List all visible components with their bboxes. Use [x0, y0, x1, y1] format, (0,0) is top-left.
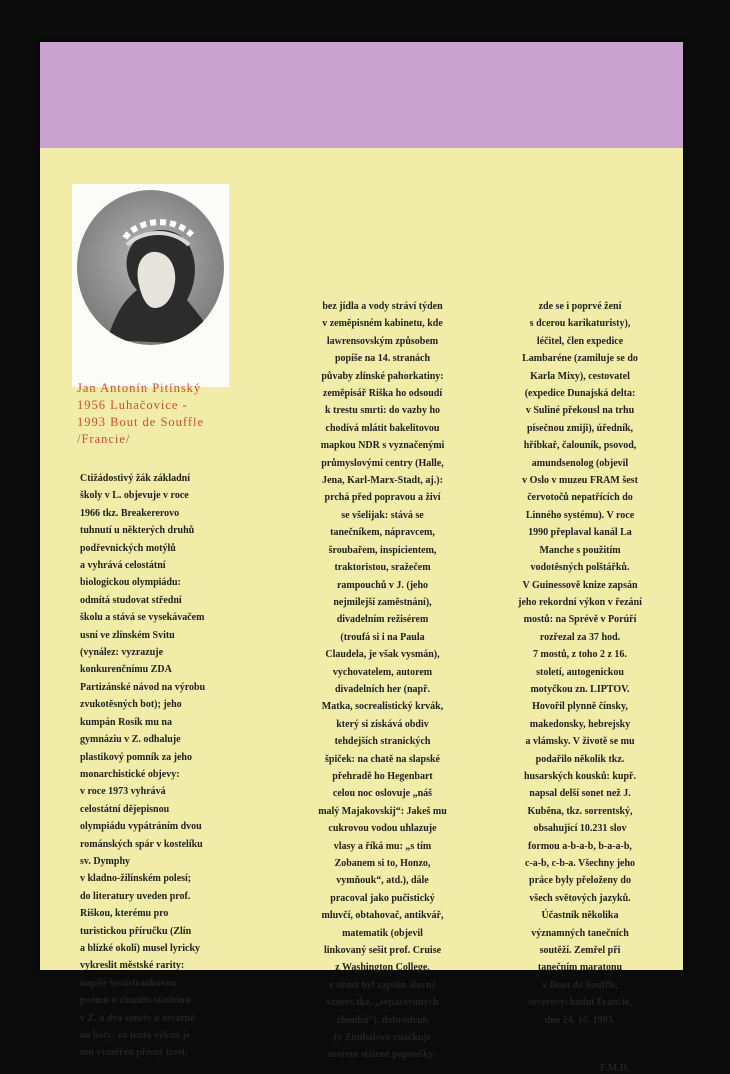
caption-line: Jan Antonín Pitínský [77, 381, 202, 395]
text-line: formou a-b-a-b, b-a-a-b, [528, 840, 632, 852]
text-line: linkovaný sešit prof. Cruise [323, 945, 442, 957]
text-line: zeměpisář Riška ho odsoudí [322, 388, 443, 400]
text-line: napsal delší sonet než J. [529, 788, 631, 800]
text-line: Matka, socrealistický krvák, [321, 701, 444, 713]
text-line: tanečním maratonu [537, 962, 623, 974]
text-line: románských spár v kostelíku [80, 838, 203, 850]
text-line: přehradě ho Hegenbart [332, 770, 433, 782]
text-line: divadelních her (např. [334, 683, 431, 695]
text-line: významných tanečních [531, 927, 629, 939]
text-line: tuhnutí u některých druhů [80, 525, 195, 537]
text-line: Riškou, kterému pro [80, 908, 169, 920]
text-line: motyčkou zn. LIPTOV. [530, 683, 630, 695]
text-line: Ctižádostivý žák základní [80, 473, 191, 484]
text-panel [40, 148, 683, 1074]
text-line: mluvčí, obtahovač, antikvář, [321, 910, 444, 922]
text-line: průmyslovými centry (Halle, [321, 457, 444, 469]
text-line: monarchistické objevy: [80, 768, 180, 780]
caption-line: 1993 Bout de Souffle [77, 415, 205, 429]
text-line: severovýchodní Francie, [528, 997, 632, 1009]
text-line: červotočů nepatřících do [527, 492, 633, 504]
text-line: c-a-b, c-b-a. Všechny jeho [524, 858, 636, 869]
text-line: k trestu smrti: do vazby ho [324, 405, 441, 417]
text-line: podřevnických motýlů [80, 542, 176, 554]
text-line: 1990 přeplaval kanál La [528, 527, 632, 539]
text-line: cukrovou vodou uhlazuje [328, 823, 437, 835]
text-line: v Bout de Souffle, [542, 979, 618, 991]
text-column-3 [485, 298, 675, 1029]
text-line: popíše na 14. stranách [334, 353, 430, 365]
text-line: se všelijak: stává se [341, 509, 424, 521]
text-line: amundsenolog (objevil [531, 457, 629, 469]
text-line: mapkou NDR s vyznačenými [320, 440, 445, 452]
text-line: makedonsky, hebrejsky [529, 718, 631, 730]
text-line: celostátní dějepisnou [80, 803, 170, 815]
text-line: v němž byl zapsán slavný [328, 979, 437, 991]
text-line: Kuběna, tkz. sorrentský, [527, 805, 633, 817]
text-line: půvaby zlínské pahorkatiny: [321, 370, 444, 382]
text-line: pracoval jako pučistický [330, 892, 435, 904]
text-line: tanečníkem, nápravcem, [330, 527, 435, 539]
text-line: z Washington College, [335, 962, 430, 974]
text-line: (troufá si i na Paula [340, 631, 425, 643]
text-line: zvukotěsných bot); jeho [80, 699, 182, 711]
text-line: Účastník několika [541, 910, 619, 922]
text-line: rozřezal za 37 hod. [539, 631, 621, 643]
text-line: vlasy a říká mu: „s tím [333, 840, 432, 852]
text-line: vodotěsných polštářků. [530, 562, 630, 574]
text-line: soutěží. Zemřel při [539, 945, 621, 957]
text-line: a blízké okolí) musel lyricky [80, 942, 200, 954]
text-column-2 [285, 298, 480, 1064]
laurel-portrait-illustration [77, 190, 224, 345]
text-line: školu a stává se vysekávačem [80, 612, 205, 624]
text-line: Hovořil plynně čínsky, [532, 701, 628, 713]
text-line: podařilo několik tkz. [535, 753, 625, 765]
text-line: poému o zimním stadiónu [80, 995, 191, 1007]
text-line: jeho rekordní výkon v řezání [518, 596, 642, 608]
text-line: sv. Dymphy [80, 855, 131, 867]
text-line: matematik (objevil [342, 927, 423, 939]
text-line: písečnou zmiji), úředník, [526, 422, 634, 434]
text-line: školy v L. objevuje v roce [80, 490, 189, 502]
text-line: a vlámsky. V životě se mu [525, 736, 635, 748]
caption-line: 1956 Luhačovice - [77, 398, 188, 412]
text-line: lawrensovským způsobem [326, 335, 439, 347]
text-line: století, autogenickou [536, 666, 624, 678]
text-line: všech světových jazyků. [529, 892, 631, 904]
text-line: chodívá mlátit bakelitovou [325, 422, 440, 434]
text-line: biologickou olympiádu: [80, 577, 181, 589]
text-line: olympiádu vypátráním dvou [80, 821, 202, 833]
portrait-drawing [77, 190, 224, 345]
text-line: Manche s použitím [539, 544, 621, 556]
text-line: šroubařem, inspicientem, [328, 544, 437, 556]
text-line: práce byly přeloženy do [529, 875, 631, 887]
text-line: usní ve zlínském Svitu [80, 629, 175, 641]
text-line: Jena, Karl-Marx-Stadt, aj.): [322, 475, 443, 487]
text-line: bez jídla a vody stráví týden [322, 301, 443, 312]
text-line: v kladno-žilínském polesí; [80, 873, 192, 885]
text-line: obsahující 10.231 slov [533, 823, 627, 835]
text-line: 1966 tkz. Breakererovo [80, 507, 180, 519]
text-line: turistickou příručku (Zlín [80, 925, 192, 937]
text-line: v roce 1973 vyhrává [80, 786, 166, 798]
text-line: napíše šestistránkovou [80, 977, 177, 989]
text-line: vykreslit městské rarity: [80, 960, 185, 972]
text-line: s dcerou karikaturisty), [529, 318, 631, 330]
text-line: malý Majakovskij“: Jakeš mu [318, 805, 447, 817]
text-line: Karla Mixy), cestovatel [530, 370, 630, 382]
text-line: plastikový pomník za jeho [80, 751, 192, 763]
text-line: (expedice Dunajská delta: [524, 388, 636, 400]
text-line: v zeměpisném kabinetu, kde [322, 318, 443, 330]
text-line: Linného systému). V roce [525, 509, 635, 521]
book-back-cover [40, 42, 683, 1074]
text-line: kumpán Rosík mu na [80, 716, 172, 728]
text-line: léčitel, člen expedice [536, 335, 624, 347]
text-line: rampouchů v J. (jeho [336, 579, 429, 591]
text-line: zde se i poprvé žení [538, 301, 622, 312]
text-line: vychovatelem, autorem [332, 666, 433, 678]
text-line: (vynález: vyzrazuje [80, 647, 164, 659]
text-line: vymňouk“, atd.), dále [336, 875, 429, 887]
portrait-photo [72, 184, 229, 387]
text-line: Claudela, je však vysmán), [325, 649, 440, 661]
text-line: špiček: na chatě na slapské [324, 753, 440, 765]
text-line: který si získává obdiv [336, 718, 429, 730]
text-line: odmítá studovat střední [80, 594, 182, 606]
text-line: v Suliné překousl na trhu [525, 405, 635, 417]
text-line: dne 24. 10. 1993. [544, 1014, 616, 1026]
text-line: morem stižené papoušky: [328, 1049, 437, 1061]
text-line: tehdejších stranických [334, 736, 431, 748]
author-caption [77, 380, 277, 448]
text-line: zlomků“), dobrodruh [336, 1014, 429, 1026]
text-line: na boty: za tento výkon je [80, 1030, 191, 1041]
text-line: Partizánské návod na výrobu [80, 681, 206, 693]
text-line: v Oslo v muzeu FRAM šest [522, 475, 638, 487]
text-line: prchá před popravou a živí [324, 492, 441, 504]
text-line: mostů: na Sprévě v Porúří [523, 614, 637, 626]
text-line: Zobanem si to, Honzo, [334, 858, 431, 869]
text-line: mu vyměřen přísný trest: [80, 1047, 189, 1059]
text-line: husarských kousků: kupř. [524, 770, 636, 782]
text-line: konkurenčnímu ZDA [80, 664, 172, 676]
text-line: Lambaréne (zamiluje se do [522, 353, 638, 365]
text-line: nejmilejší zaměstnání), [333, 596, 432, 608]
text-line: divadelním režisérem [336, 614, 429, 626]
text-line: (v Zimbabwe značkuje [333, 1032, 432, 1044]
text-line: do literatury uveden prof. [80, 890, 191, 902]
text-line: gymnáziu v Z. odhaluje [80, 734, 181, 746]
text-line: V Guinessově knize zapsán [522, 579, 638, 591]
text-line: traktoristou, sražečem [334, 562, 431, 574]
text-line: hřibkař, čalouník, psovod, [523, 440, 637, 452]
signature: F.M.D. [600, 1063, 630, 1074]
text-line: celou noc oslovuje „náš [332, 788, 433, 800]
text-line: vzorec tkz. „separovaných [326, 997, 439, 1009]
text-line: 7 mostů, z toho 2 z 16. [533, 649, 627, 661]
text-column-1 [80, 470, 270, 1062]
text-line: a vyhrává celostátní [80, 560, 166, 572]
text-line: v Z. a dva sonety o továrně [80, 1012, 195, 1024]
caption-line: /Francie/ [77, 432, 131, 446]
